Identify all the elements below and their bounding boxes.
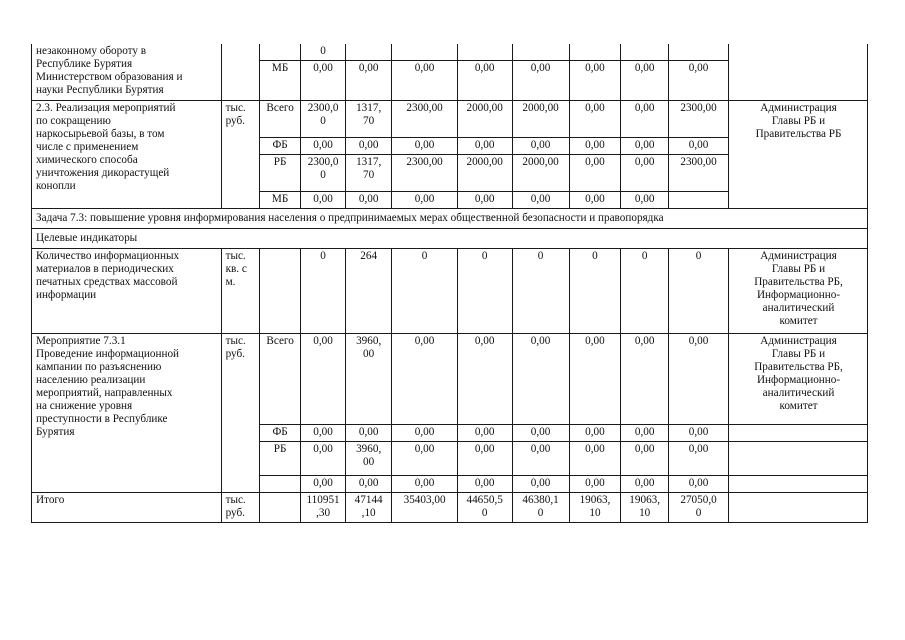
- table-row: [32, 101, 868, 138]
- section-row: [32, 229, 868, 249]
- responsible-cell: Администрация Главы РБ и Правительства РБ, Информационно- аналитический комитет: [729, 334, 868, 425]
- responsible-cell: [729, 44, 868, 101]
- value-cell: 0,00: [668, 334, 728, 425]
- value-cell: 0,00: [457, 138, 512, 155]
- value-cell: 0,00: [569, 442, 621, 476]
- value-cell: 0,00: [457, 192, 512, 209]
- value-cell: 0,00: [569, 138, 621, 155]
- value-cell: 0,00: [668, 476, 728, 493]
- value-cell: [392, 44, 457, 61]
- value-cell: 0,00: [301, 334, 346, 425]
- value-cell: 0,00: [621, 138, 669, 155]
- measure-name-cell: незаконному обороту в Республике Бурятия Министерством образования и науки Республики Бурятия: [32, 44, 222, 101]
- source-cell: МБ: [259, 192, 300, 209]
- value-cell: 0,00: [569, 101, 621, 138]
- value-cell: 0,00: [301, 425, 346, 442]
- responsible-cell: [729, 425, 868, 442]
- value-cell: 19063, 10: [569, 493, 621, 523]
- value-cell: 0,00: [457, 442, 512, 476]
- value-cell: 2300,00: [668, 155, 728, 192]
- unit-cell: тыс. кв. с м.: [221, 249, 259, 334]
- value-cell: 0,00: [392, 442, 457, 476]
- value-cell: 0,00: [457, 425, 512, 442]
- value-cell: 0,00: [569, 192, 621, 209]
- value-cell: 2000,00: [457, 155, 512, 192]
- value-cell: 0,00: [457, 334, 512, 425]
- table-row: [32, 334, 868, 425]
- indicator-name-cell: Количество информационных материалов в периодических печатных средствах массовой информации: [32, 249, 222, 334]
- source-cell: Всего: [259, 334, 300, 425]
- value-cell: 0,00: [345, 425, 392, 442]
- value-cell: 0,00: [569, 476, 621, 493]
- value-cell: 0,00: [345, 192, 392, 209]
- value-cell: 35403,00: [392, 493, 457, 523]
- value-cell: 0,00: [345, 476, 392, 493]
- value-cell: 0,00: [457, 476, 512, 493]
- value-cell: 0: [301, 44, 346, 61]
- unit-cell: [221, 44, 259, 101]
- value-cell: 19063, 10: [621, 493, 669, 523]
- responsible-cell: [729, 493, 868, 523]
- value-cell: 0,00: [392, 334, 457, 425]
- responsible-cell: [729, 476, 868, 493]
- program-table: [31, 44, 868, 523]
- value-cell: 0,00: [392, 138, 457, 155]
- value-cell: 0,00: [569, 425, 621, 442]
- source-cell: Всего: [259, 101, 300, 138]
- value-cell: 3960, 00: [345, 442, 392, 476]
- source-cell: [259, 44, 300, 61]
- source-cell: ФБ: [259, 138, 300, 155]
- value-cell: 0,00: [301, 442, 346, 476]
- value-cell: 44650,5 0: [457, 493, 512, 523]
- value-cell: 27050,0 0: [668, 493, 728, 523]
- responsible-cell: [729, 442, 868, 476]
- value-cell: 0,00: [512, 61, 569, 101]
- value-cell: 0,00: [512, 138, 569, 155]
- value-cell: 0,00: [621, 155, 669, 192]
- value-cell: 0,00: [621, 425, 669, 442]
- value-cell: 0: [512, 249, 569, 334]
- value-cell: 0,00: [512, 425, 569, 442]
- value-cell: 0: [569, 249, 621, 334]
- table-row: [32, 249, 868, 334]
- value-cell: 2000,00: [457, 101, 512, 138]
- value-cell: [668, 44, 728, 61]
- value-cell: 0: [392, 249, 457, 334]
- task-heading: Задача 7.3: повышение уровня информирования населения о предпринимаемых мерах общественной безопасности и правопорядка: [32, 209, 868, 229]
- value-cell: 0,00: [301, 476, 346, 493]
- value-cell: 0,00: [569, 61, 621, 101]
- value-cell: 0,00: [621, 334, 669, 425]
- value-cell: 0,00: [392, 192, 457, 209]
- value-cell: 3960, 00: [345, 334, 392, 425]
- value-cell: 0: [457, 249, 512, 334]
- responsible-cell: Администрация Главы РБ и Правительства РБ: [729, 101, 868, 209]
- value-cell: 0,00: [569, 334, 621, 425]
- value-cell: 2300,00: [392, 101, 457, 138]
- source-cell: [259, 476, 300, 493]
- indicators-heading: Целевые индикаторы: [32, 229, 868, 249]
- value-cell: 0: [301, 249, 346, 334]
- unit-cell: тыс. руб.: [221, 493, 259, 523]
- value-cell: 0,00: [569, 155, 621, 192]
- unit-cell: тыс. руб.: [221, 334, 259, 493]
- value-cell: 0,00: [301, 61, 346, 101]
- measure-name-cell: 2.3. Реализация мероприятий по сокращению наркосырьевой базы, в том числе с применением химического способа уничтожения дикорастущей конопли: [32, 101, 222, 209]
- value-cell: 0,00: [457, 61, 512, 101]
- value-cell: 0,00: [621, 61, 669, 101]
- value-cell: 2300,0 0: [301, 101, 346, 138]
- value-cell: 1317, 70: [345, 101, 392, 138]
- value-cell: 2000,00: [512, 155, 569, 192]
- value-cell: 0: [668, 249, 728, 334]
- value-cell: 0,00: [301, 138, 346, 155]
- value-cell: 0,00: [621, 192, 669, 209]
- value-cell: 0,00: [512, 334, 569, 425]
- value-cell: 0,00: [512, 476, 569, 493]
- value-cell: 0,00: [668, 61, 728, 101]
- value-cell: [345, 44, 392, 61]
- value-cell: [512, 44, 569, 61]
- value-cell: [569, 44, 621, 61]
- total-label-cell: Итого: [32, 493, 222, 523]
- value-cell: [621, 44, 669, 61]
- value-cell: [457, 44, 512, 61]
- value-cell: 46380,1 0: [512, 493, 569, 523]
- unit-cell: тыс. руб.: [221, 101, 259, 209]
- value-cell: 2300,00: [392, 155, 457, 192]
- source-cell: РБ: [259, 442, 300, 476]
- source-cell: МБ: [259, 61, 300, 101]
- table-row: [32, 44, 868, 61]
- value-cell: 2300,0 0: [301, 155, 346, 192]
- value-cell: 0,00: [392, 61, 457, 101]
- value-cell: 0,00: [621, 476, 669, 493]
- value-cell: 0,00: [668, 138, 728, 155]
- value-cell: 0,00: [668, 425, 728, 442]
- value-cell: 2300,00: [668, 101, 728, 138]
- value-cell: 0,00: [392, 476, 457, 493]
- source-cell: [259, 249, 300, 334]
- value-cell: 0,00: [392, 425, 457, 442]
- value-cell: 0,00: [668, 442, 728, 476]
- total-row: [32, 493, 868, 523]
- value-cell: 0,00: [512, 192, 569, 209]
- value-cell: 0,00: [621, 442, 669, 476]
- measure-name-cell: Мероприятие 7.3.1 Проведение информационной кампании по разъяснению населению реализации мероприятий, направленных на снижение уровня преступности в Республике Бурятия: [32, 334, 222, 493]
- value-cell: 1317, 70: [345, 155, 392, 192]
- source-cell: [259, 493, 300, 523]
- responsible-cell: Администрация Главы РБ и Правительства РБ, Информационно- аналитический комитет: [729, 249, 868, 334]
- value-cell: 0,00: [621, 101, 669, 138]
- value-cell: 264: [345, 249, 392, 334]
- value-cell: [668, 192, 728, 209]
- value-cell: 0,00: [301, 192, 346, 209]
- value-cell: 0,00: [512, 442, 569, 476]
- source-cell: ФБ: [259, 425, 300, 442]
- value-cell: 110951 ,30: [301, 493, 346, 523]
- value-cell: 0,00: [345, 61, 392, 101]
- task-row: [32, 209, 868, 229]
- value-cell: 0: [621, 249, 669, 334]
- source-cell: РБ: [259, 155, 300, 192]
- value-cell: 2000,00: [512, 101, 569, 138]
- value-cell: 0,00: [345, 138, 392, 155]
- value-cell: 47144 ,10: [345, 493, 392, 523]
